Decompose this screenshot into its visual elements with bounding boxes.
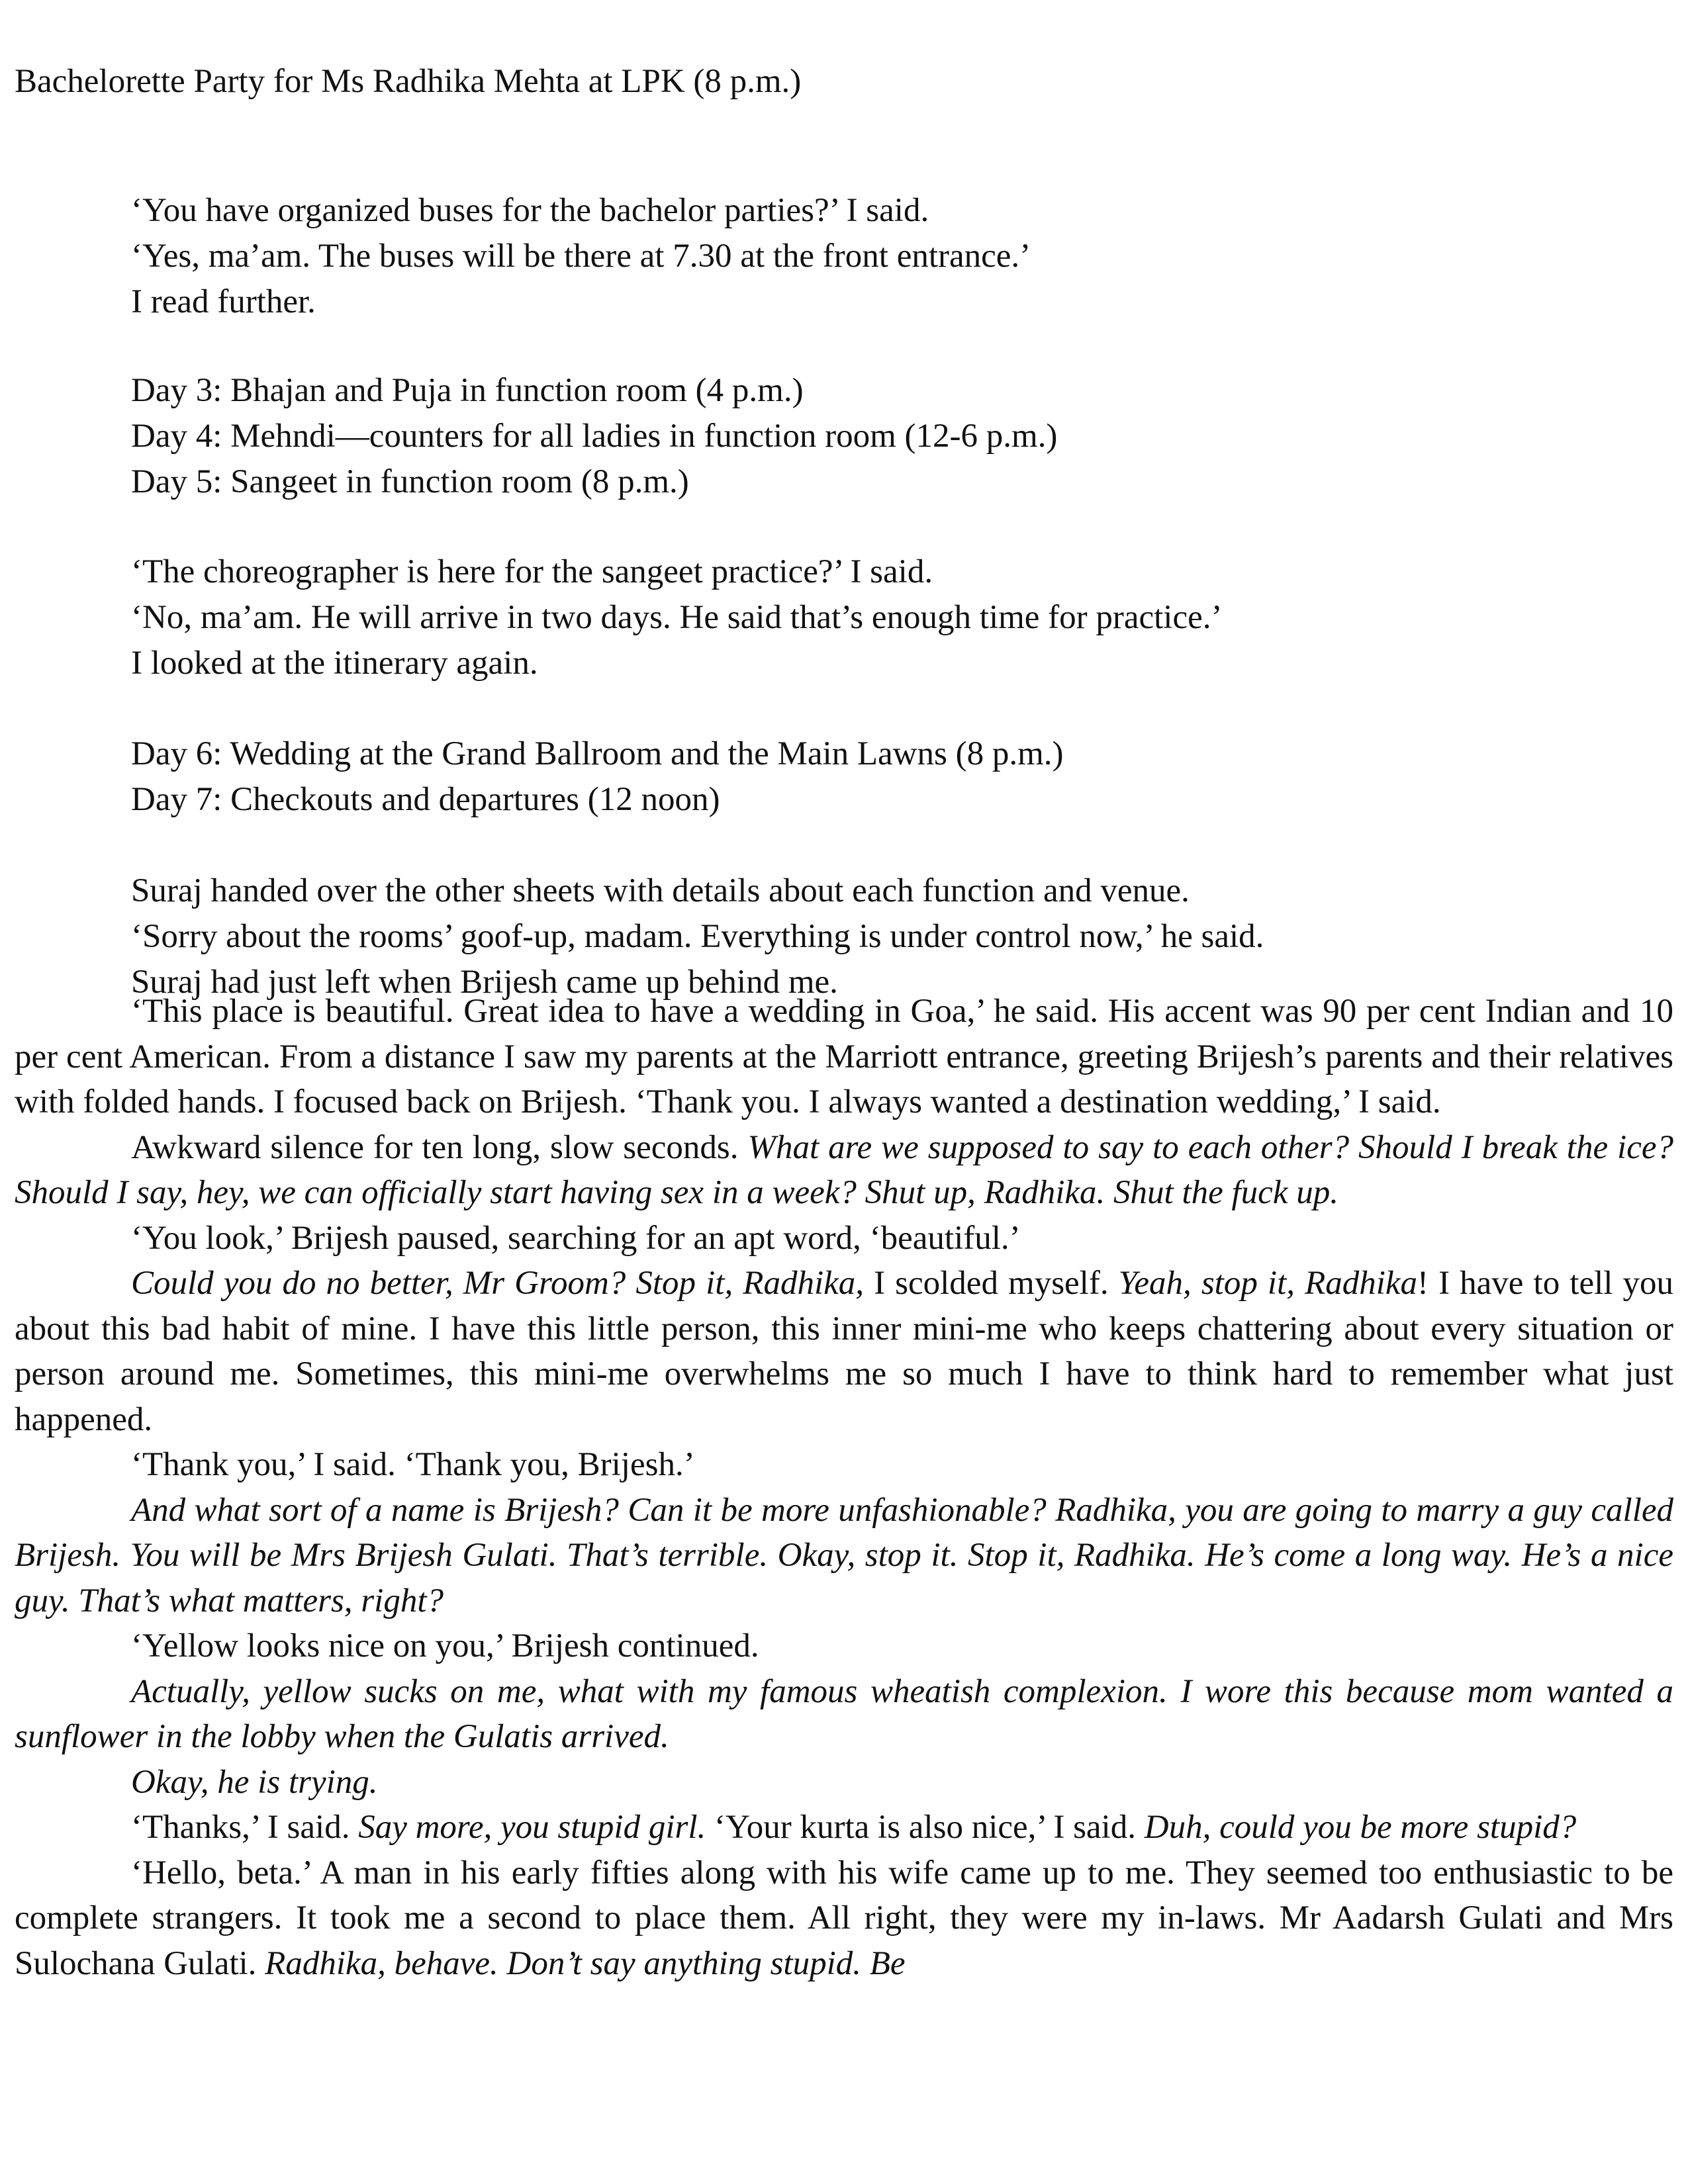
paragraph <box>15 1669 1673 1760</box>
paragraph: ‘Thank you,’ I said. ‘Thank you, Brijesh.’ <box>131 1446 695 1483</box>
text-run: ! I have to tell you about this bad habit of mine. I have this little person, this inner mini-me who keeps chattering about every situation or person around me. Sometimes, this mini-me overwhelms me so much I have to think hard to remember what just happened. <box>15 1265 1673 1438</box>
dialogue-block-choreographer <box>131 549 1223 686</box>
paragraph <box>15 1805 1673 1850</box>
text-line: I looked at the itinerary again. <box>131 645 538 682</box>
inner-thought: Say more, you stupid girl. <box>358 1809 706 1846</box>
inner-thought: And what sort of a name is Brijesh? Can it be more unfashionable? Radhika, you are going to marry a guy called Brijesh. You will be Mrs Brijesh Gulati. That’s terrible. Okay, stop it. Stop it, Radhika. He’s come a long way. He’s a nice guy. That’s what matters, right? <box>15 1491 1673 1619</box>
paragraph <box>15 1488 1673 1624</box>
itinerary-line: Day 7: Checkouts and departures (12 noon) <box>131 781 720 818</box>
itinerary-line: Day 6: Wedding at the Grand Ballroom and the Main Lawns (8 p.m.) <box>131 735 1064 772</box>
inner-thought: Could you do no better, Mr Groom? Stop it, Radhika, <box>131 1265 865 1302</box>
text-line: I read further. <box>131 283 316 320</box>
text-line: ‘Sorry about the rooms’ goof-up, madam. Everything is under control now,’ he said. <box>131 918 1264 955</box>
inner-thought: Actually, yellow sucks on me, what with my famous wheatish complexion. I wore this because mom wanted a sunflower in the lobby when the Gulatis arrived. <box>15 1672 1673 1755</box>
paragraph: ‘You look,’ Brijesh paused, searching for an apt word, ‘beautiful.’ <box>131 1219 1021 1257</box>
narrative-block-suraj <box>131 868 1264 1005</box>
paragraph: ‘This place is beautiful. Great idea to have a wedding in Goa,’ he said. His accent was 90 per cent Indian and 10 per cent American. From a distance I saw my parents at the Marriott entrance, greeting Brijesh’s parents and their relatives with folded hands. I focused back on Brijesh. ‘Thank you. I always wanted a destination wedding,’ I said. <box>15 993 1673 1120</box>
inner-thought: Duh, could you be more stupid? <box>1144 1809 1577 1846</box>
inner-thought: Yeah, stop it, Radhika <box>1118 1265 1418 1302</box>
itinerary-line: Day 3: Bhajan and Puja in function room (4 p.m.) <box>131 372 804 409</box>
paragraph <box>15 1850 1673 1987</box>
paragraph <box>15 1760 1673 1805</box>
text-line: ‘The choreographer is here for the sangeet practice?’ I said. <box>131 553 933 590</box>
event-heading: Bachelorette Party for Ms Radhika Mehta at LPK (8 p.m.) <box>15 63 802 100</box>
dialogue-block-buses <box>131 188 1031 325</box>
paragraph: ‘Yellow looks nice on you,’ Brijesh continued. <box>131 1627 759 1664</box>
text-run: ‘Hello, beta.’ A man in his early fifties along with his wife came up to me. They seemed too enthusiastic to be complete strangers. It took me a second to place them. All right, they were my in-laws. Mr Aadarsh Gulati and Mrs Sulochana Gulati. <box>15 1854 1673 1982</box>
text-line: Suraj had just left when Brijesh came up behind me. <box>131 964 838 1001</box>
inner-thought: Radhika, behave. Don’t say anything stupid. Be <box>265 1944 906 1982</box>
itinerary-line: Day 4: Mehndi—counters for all ladies in function room (12-6 p.m.) <box>131 418 1058 455</box>
itinerary-line: Day 5: Sangeet in function room (8 p.m.) <box>131 463 689 500</box>
itinerary-block-days-3-5 <box>131 368 1057 505</box>
paragraph <box>15 1125 1673 1216</box>
text-run: ‘Your kurta is also nice,’ I said. <box>706 1809 1145 1846</box>
text-line: ‘Yes, ma’am. The buses will be there at 7.30 at the front entrance.’ <box>131 238 1031 275</box>
text-line: ‘You have organized buses for the bachelor parties?’ I said. <box>131 192 929 229</box>
text-run: I scolded myself. <box>864 1265 1119 1302</box>
inner-thought: Okay, he is trying. <box>131 1763 378 1801</box>
text-run: Awkward silence for ten long, slow seconds. <box>131 1128 748 1166</box>
text-line: Suraj handed over the other sheets with details about each function and venue. <box>131 872 1190 909</box>
prose-body <box>15 989 1673 1986</box>
text-run: ‘Thanks,’ I said. <box>131 1809 359 1846</box>
text-line: ‘No, ma’am. He will arrive in two days. He said that’s enough time for practice.’ <box>131 599 1223 636</box>
paragraph <box>15 1261 1673 1442</box>
inner-thought: What are we supposed to say to each other? Should I break the ice? Should I say, hey, we can officially start having sex in a week? Shut up, Radhika. Shut the fuck up. <box>15 1128 1673 1211</box>
itinerary-block-days-6-7 <box>131 731 1063 823</box>
